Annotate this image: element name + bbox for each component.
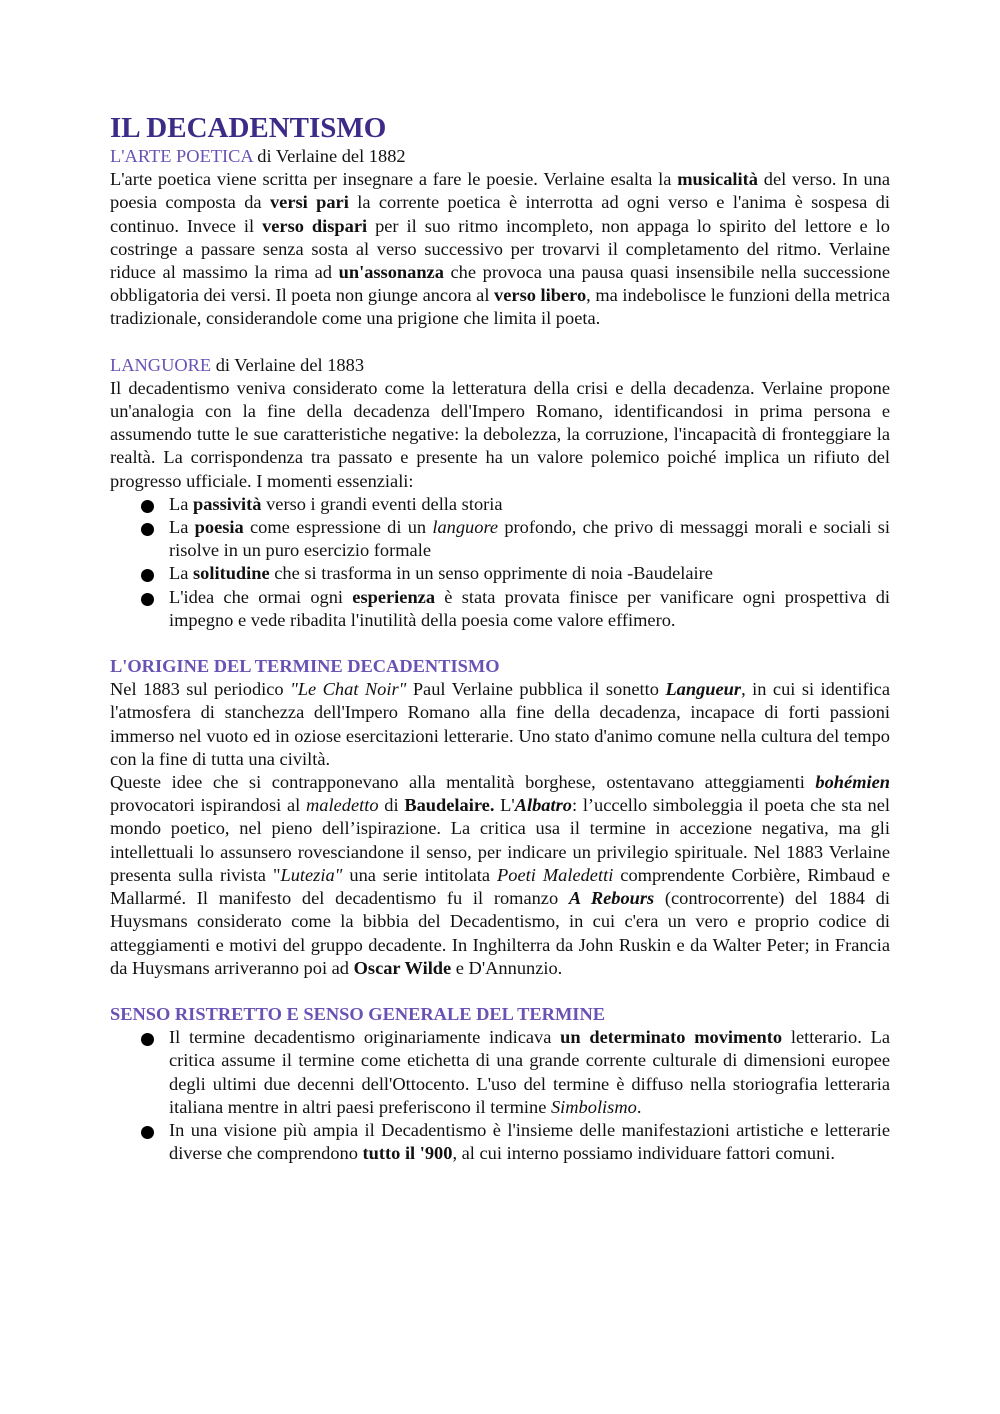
- text-run: In una visione più ampia il Decadentismo è l'insieme delle manifestazioni artistiche e letterarie diverse che comprendono: [169, 1119, 890, 1164]
- section-languore: [110, 354, 890, 632]
- bullet-list: [110, 1026, 890, 1165]
- bold-italic-term: Albatro: [514, 795, 572, 816]
- italic-term: languore: [432, 517, 499, 538]
- text-run: La: [169, 493, 193, 514]
- text-run: , in cui si identifica l'atmosfera di stanchezza dell'Impero Romano alla fine della decadenza, incapace di forti passioni immerso nel vuoto ed in oziose esercitazioni letterarie. Uno stato d'animo comune nella cultura del tempo con la fine di tutta una civiltà.: [110, 679, 891, 769]
- bullet-icon: [141, 1033, 154, 1046]
- text-run: : l’uccello simboleggia il poeta che sta nel mondo poetico, nel pieno dell’ispirazione. La critica usa il termine in accezione negativa, ma gli intellettuali lo assunsero rovesciandone il senso, per indicare un privilegio spirituale. Nel 1883 Verlaine presenta sulla rivista ": [110, 795, 890, 885]
- bold-term: passività: [193, 493, 262, 514]
- paragraph: [110, 678, 890, 771]
- section-heading: [110, 145, 890, 168]
- list-item: [110, 1119, 890, 1165]
- text-run: Queste idee che si contrapponevano alla mentalità borghese, ostentavano atteggiamenti: [110, 772, 816, 793]
- italic-term: "Le Chat Noir": [290, 679, 407, 700]
- bold-italic-term: A Rebours: [568, 888, 655, 909]
- text-run: e D'Annunzio.: [451, 957, 563, 978]
- section-title: LANGUORE: [110, 354, 212, 375]
- section-title: SENSO RISTRETTO E SENSO GENERALE DEL TERMINE: [110, 1003, 606, 1024]
- section-heading: [110, 655, 890, 678]
- bold-term: poesia: [194, 517, 244, 538]
- bold-term: musicalità: [677, 169, 758, 190]
- section-subtitle: di Verlaine del 1882: [252, 146, 406, 166]
- section-title: L'ARTE POETICA: [110, 146, 253, 166]
- bold-term: un'assonanza: [338, 262, 444, 283]
- text-run: del verso. In una poesia composta da: [110, 169, 891, 213]
- bullet-icon: [141, 569, 154, 582]
- bold-term: esperienza: [352, 586, 436, 607]
- text-run: (controcorrente) del 1884 di Huysmans considerato come la bibbia del Decadentismo, in cui c'era un vero e proprio codice di atteggiamenti e motivi del gruppo decadente. In Inghilterra da John Ruskin e da Walter Peter; in Francia da Huysmans arriveranno poi ad: [110, 888, 890, 978]
- bold-term: solitudine: [193, 563, 270, 584]
- text-run: Il termine decadentismo originariamente indicava: [169, 1027, 561, 1048]
- text-run: letterario. La critica assume il termine come etichetta di una grande corrente culturale di dimensioni europee degli ultimi due decenni dell'Ottocento. L'uso del termine è diffuso nella storiografia letteraria italiana mentre in altri paesi preferiscono il termine: [169, 1027, 890, 1117]
- text-run: verso i grandi eventi della storia: [261, 493, 503, 514]
- text-run: la corrente poetica è interrotta ad ogni verso e l'anima è sospesa di continuo. Invece il: [110, 192, 890, 236]
- list-item: [110, 493, 890, 516]
- paragraph: Il decadentismo veniva considerato come la letteratura della crisi e della decadenza. Verlaine propone un'analogia con la fine della decadenza dell'Impero Romano, identificandosi in prima persona e assumendo tutte le sue caratteristiche negative: la debolezza, la corruzione, l'incapacità di fronteggiare la realtà. La corrispondenza tra passato e presente ha un valore polemico poiché implica un rifiuto del progresso ufficiale. I momenti essenziali:: [110, 377, 890, 491]
- text-run: di: [378, 795, 405, 816]
- text-run: che si trasforma in un senso opprimente di noia -Baudelaire: [269, 563, 713, 584]
- list-item: [110, 562, 890, 585]
- section-arte-poetica: [110, 145, 890, 331]
- text-run: comprendente Corbière, Rimbaud e Mallarmé. Il manifesto del decadentismo fu il romanzo: [110, 864, 890, 909]
- italic-term: Lutezia": [280, 864, 343, 885]
- bullet-list: [110, 493, 890, 632]
- bullet-icon: [141, 1126, 154, 1139]
- section-heading: [110, 1003, 890, 1026]
- bold-term: tutto il '900: [362, 1143, 453, 1164]
- text-run: profondo, che privo di messaggi morali e sociali si risolve in un puro esercizio formale: [169, 517, 891, 561]
- section-title: L'ORIGINE DEL TERMINE DECADENTISMO: [110, 656, 500, 677]
- bold-term: verso libero: [494, 285, 587, 306]
- text-run: , ma indebolisce le funzioni della metrica tradizionale, considerandole come una prigione che limita il poeta.: [110, 285, 891, 329]
- text-run: .: [636, 1096, 642, 1117]
- section-senso-termine: [110, 1003, 890, 1165]
- text-run: è stata provata finisce per vanificare ogni prospettiva di impegno e vede ribadita l'inutilità della poesia come valore effimero.: [169, 586, 890, 630]
- paragraph: [110, 771, 890, 980]
- list-item: [110, 1026, 890, 1119]
- text-run: come espressione di un: [243, 517, 433, 538]
- text-run: provocatori ispirandosi al: [110, 795, 306, 816]
- bold-term: un determinato movimento: [560, 1027, 783, 1048]
- italic-term: Simbolismo: [550, 1096, 637, 1117]
- bold-italic-term: bohémien: [815, 772, 890, 793]
- bullet-icon: [141, 500, 154, 513]
- section-subtitle: di Verlaine del 1883: [211, 354, 365, 375]
- section-heading: [110, 354, 890, 377]
- bold-term: Baudelaire.: [404, 795, 495, 816]
- page-title: IL DECADENTISMO: [110, 112, 387, 144]
- text-run: La: [169, 517, 195, 538]
- paragraph: [110, 168, 890, 330]
- text-run: L': [494, 795, 515, 816]
- italic-term: maledetto: [306, 795, 379, 816]
- text-run: La: [169, 563, 193, 584]
- text-run: L'idea che ormai ogni: [169, 586, 353, 607]
- bullet-icon: [141, 593, 154, 606]
- bold-term: Oscar Wilde: [353, 957, 452, 978]
- list-item: [110, 516, 890, 562]
- section-origine-termine: [110, 655, 890, 980]
- text-run: , al cui interno possiamo individuare fattori comuni.: [452, 1143, 835, 1164]
- text-run: Paul Verlaine pubblica il sonetto: [406, 679, 666, 700]
- list-item: [110, 586, 890, 632]
- document-page: [110, 111, 890, 1165]
- text-run: che provoca una pausa quasi insensibile nella successione obbligatoria dei versi. Il poeta non giunge ancora al: [110, 262, 891, 306]
- italic-term: Poeti Maledetti: [497, 864, 614, 885]
- text-run: Nel 1883 sul periodico: [110, 679, 291, 700]
- bold-term: verso dispari: [262, 215, 368, 236]
- text-run: per il suo ritmo incompleto, non appaga lo spirito del lettore e lo costringe a passare senza sosta al verso successivo per trovarvi il completamento del ritmo. Verlaine riduce al massimo la rima ad: [110, 215, 890, 283]
- text-run: una serie intitolata: [342, 864, 498, 885]
- text-run: L'arte poetica viene scritta per insegnare a fare le poesie. Verlaine esalta la: [110, 169, 678, 190]
- bold-term: versi pari: [269, 192, 349, 213]
- bullet-icon: [141, 523, 154, 536]
- bold-italic-term: Langueur: [665, 679, 742, 700]
